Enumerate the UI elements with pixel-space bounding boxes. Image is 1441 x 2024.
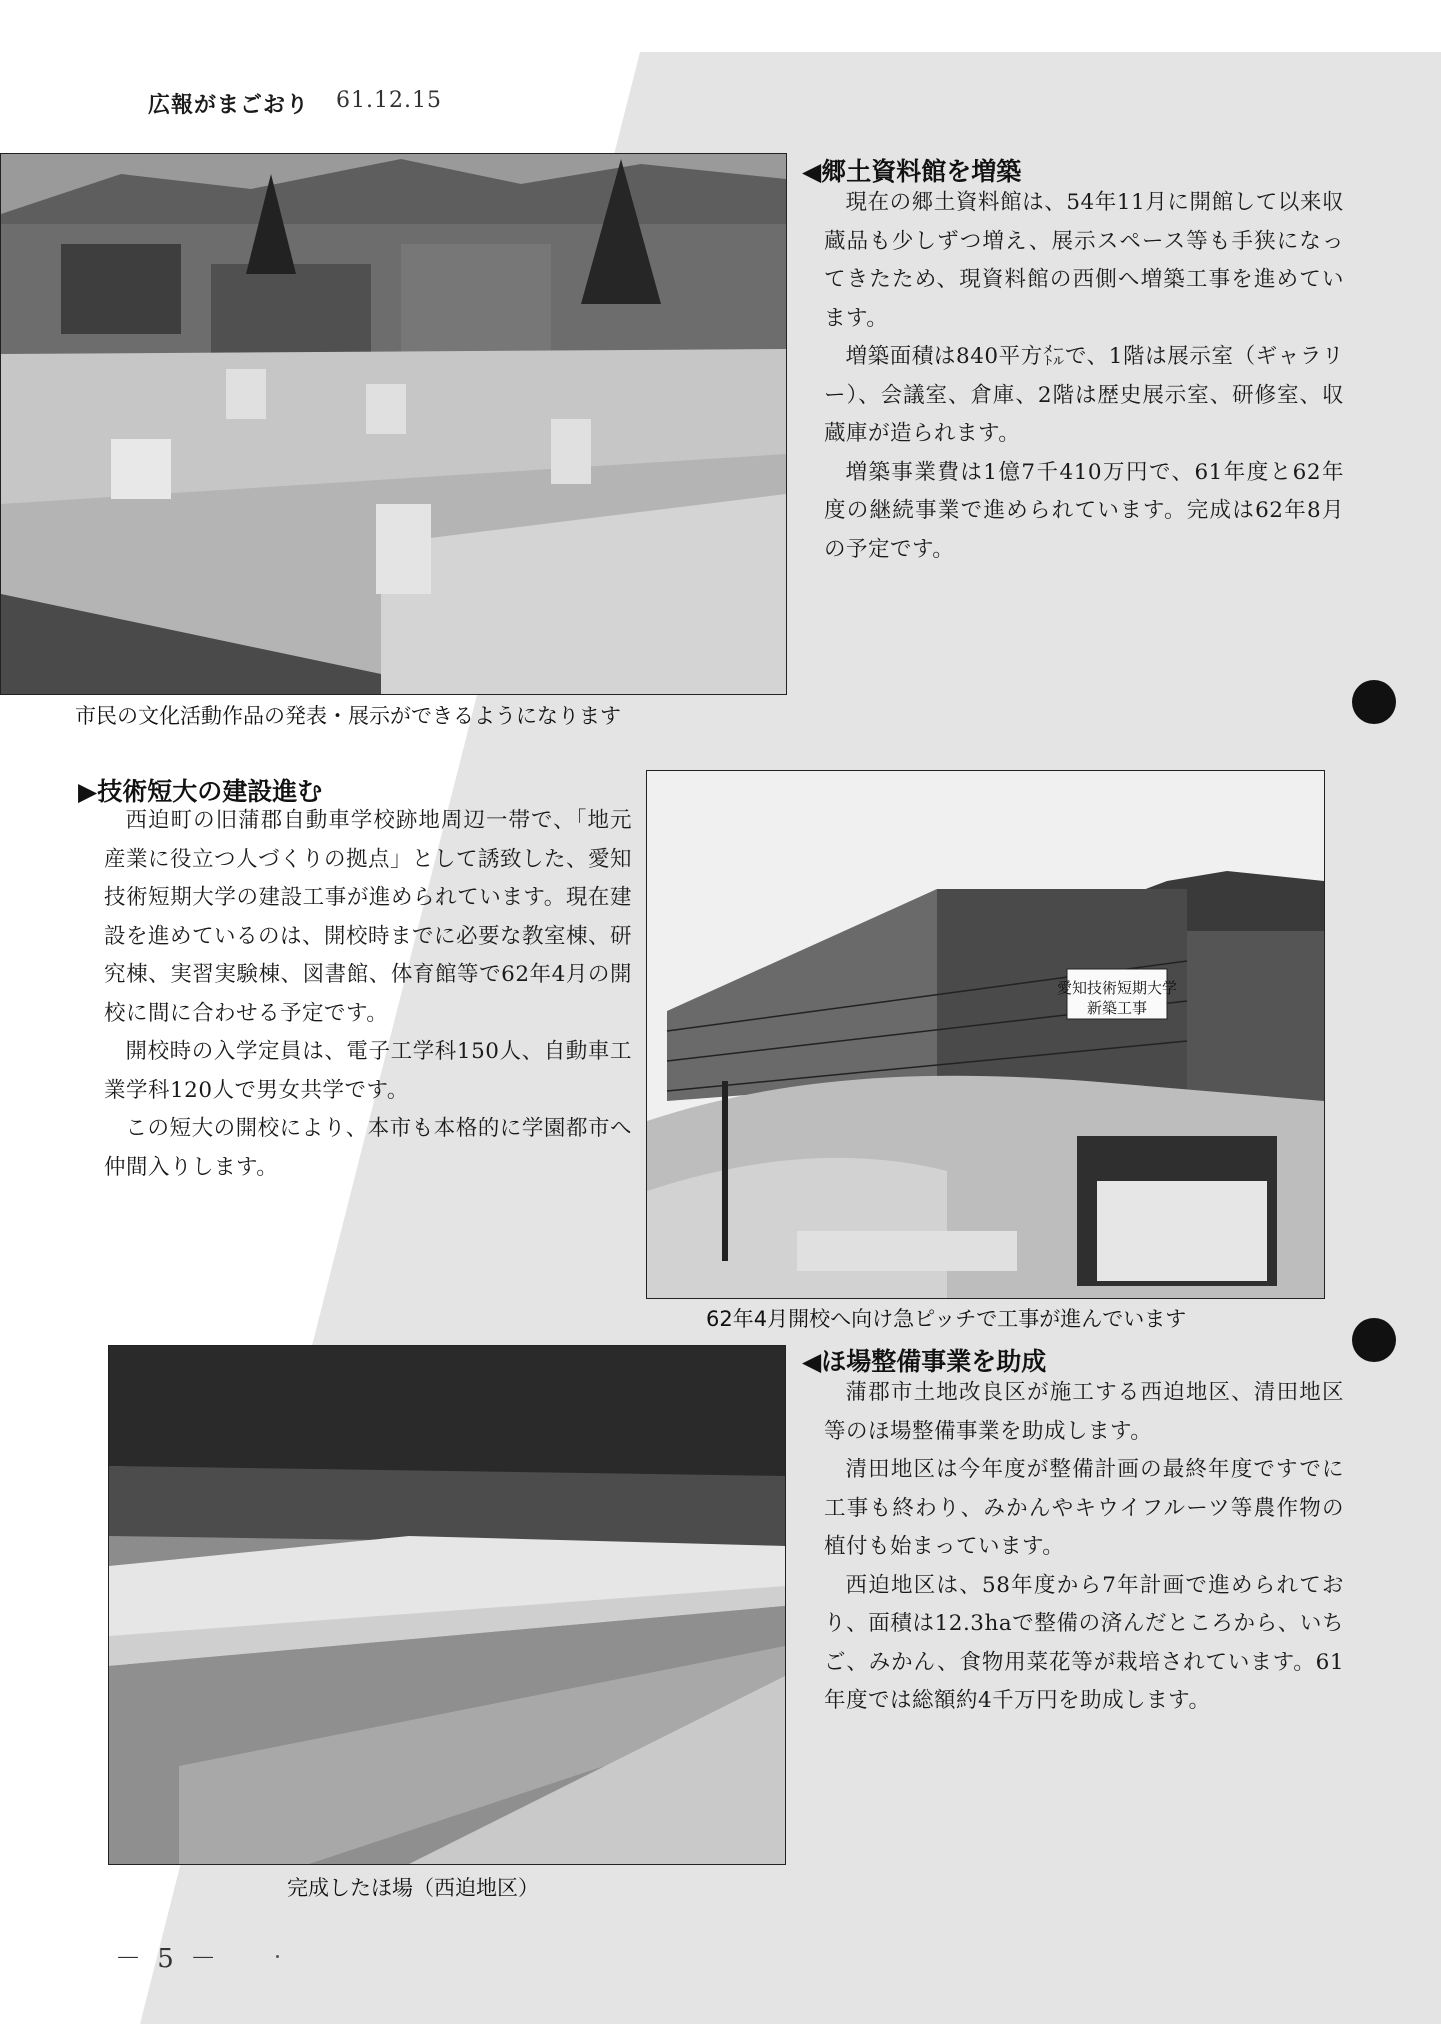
article-heading-museum: ◀郷土資料館を増築 (802, 157, 1022, 186)
paragraph: 西迫地区は、58年度から7年計画で進められており、面積は12.3haで整備の済んだところから、いちご、みかん、食物用菜花等が栽培されています。61年度では総額約4千万円を助成します。 (824, 1572, 1344, 1713)
museum-construction-photo (0, 153, 787, 695)
construction-sign: 新築工事 (1086, 999, 1148, 1017)
farmland-photo (108, 1345, 786, 1865)
article-heading-farmland: ◀ほ場整備事業を助成 (802, 1347, 1047, 1376)
paragraph: 増築事業費は1億7千410万円で、61年度と62年度の継続事業で進められています。完成は62年8月の予定です。 (824, 459, 1344, 562)
paragraph: 増築面積は840平方㍍で、1階は展示室（ギャラリー）、会議室、倉庫、2階は歴史展示室、研修室、収蔵庫が造られます。 (824, 344, 1344, 446)
article-body-museum (824, 184, 1344, 569)
bullet-dot (1352, 680, 1396, 724)
article-heading-college: ▶技術短大の建設進む (78, 777, 323, 806)
photo-caption-college: 62年4月開校へ向け急ピッチで工事が進んでいます (706, 1307, 1187, 1331)
paragraph: 現在の郷土資料館は、54年11月に開館して以来収蔵品も少しずつ増え、展示スペース等も手狭になってきたため、現資料館の西側へ増築工事を進めています。 (824, 190, 1344, 331)
paragraph: この短大の開校により、本市も本格的に学園都市へ仲間入りします。 (104, 1116, 632, 1180)
print-speck (276, 1955, 279, 1958)
photo-caption-farmland: 完成したほ場（西迫地区） (287, 1876, 539, 1900)
paragraph: 開校時の入学定員は、電子工学科150人、自動車工業学科120人で男女共学です。 (104, 1039, 632, 1103)
issue-date: 61.12.15 (336, 88, 442, 113)
paragraph: 清田地区は今年度が整備計画の最終年度ですでに工事も終わり、みかんやキウイフルーツ等農作物の植付も始まっています。 (824, 1457, 1344, 1559)
photo-caption-museum: 市民の文化活動作品の発表・展示ができるようになります (75, 704, 621, 728)
page-number: － 5 － (115, 1944, 221, 1974)
newsletter-title: 広報がまごおり (148, 93, 310, 118)
bullet-dot (1352, 1318, 1396, 1362)
college-construction-photo (646, 770, 1325, 1299)
paragraph: 西迫町の旧蒲郡自動車学校跡地周辺一帯で、「地元産業に役立つ人づくりの拠点」として誘致した、愛知技術短期大学の建設工事が進められています。現在建設を進めているのは、開校時までに必要な教室棟、研究棟、実習実験棟、図書館、体育館等で62年4月の開校に間に合わせる予定です。 (104, 808, 633, 1026)
article-body-farmland (824, 1374, 1344, 1721)
paragraph: 蒲郡市土地改良区が施工する西迫地区、清田地区等のほ場整備事業を助成します。 (824, 1380, 1344, 1444)
college-sign: 愛知技術短期大学 (1056, 979, 1178, 997)
article-body-college (104, 802, 632, 1187)
